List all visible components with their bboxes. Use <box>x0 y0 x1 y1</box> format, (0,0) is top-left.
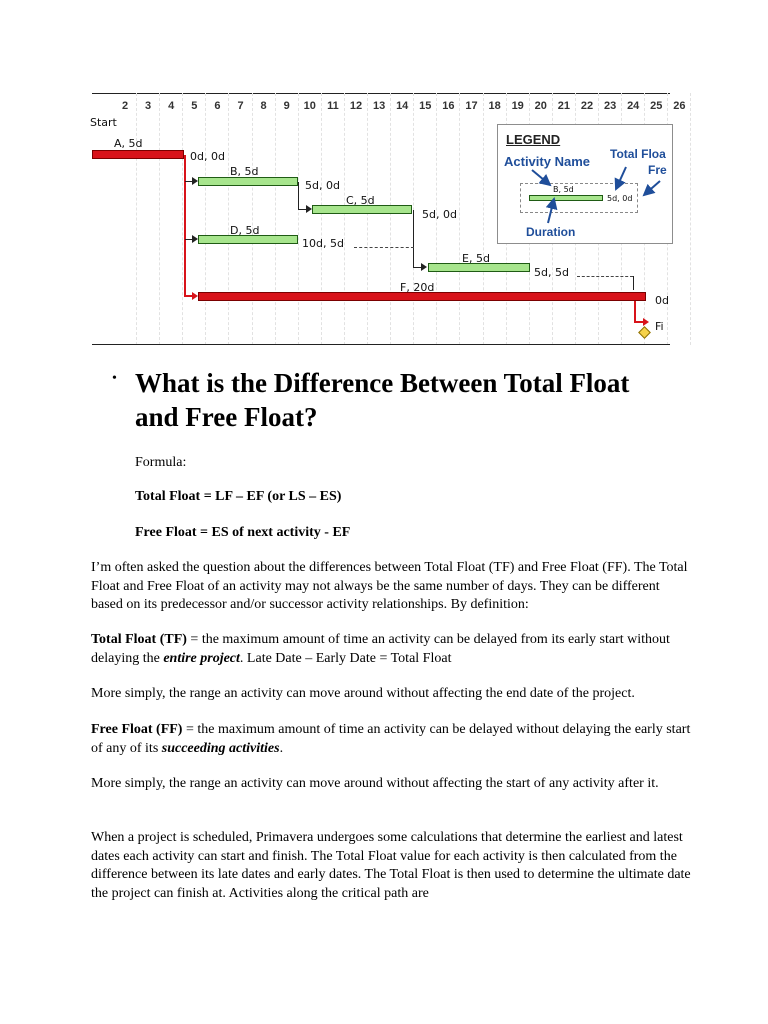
day-gridline <box>298 93 299 345</box>
day-gridline <box>228 93 229 345</box>
activity-c-float: 5d, 0d <box>422 208 457 221</box>
day-gridline <box>252 93 253 345</box>
figure-bottom-rule <box>92 344 670 345</box>
day-label: 22 <box>580 100 594 112</box>
activity-e-label: E, 5d <box>462 252 490 265</box>
closing-paragraph: When a project is scheduled, Primavera undergoes some calculations that determine the earliest and latest dates each activity can start and finish. The Total Float value for each activity is then calculated from the difference between its late dates and early dates. The Total Float is then used to determine the ultimate date the project can finish at. Activities along the critical path are <box>91 830 691 901</box>
day-label: 8 <box>260 100 267 112</box>
day-label: 9 <box>283 100 290 112</box>
free-float-emphasis: succeeding activities <box>161 740 280 756</box>
day-label: 23 <box>603 100 617 112</box>
total-float-emphasis: entire project <box>163 650 240 666</box>
day-label: 4 <box>168 100 175 112</box>
formula-free-float: Free Float = ES of next activity - EF <box>135 525 351 540</box>
day-label: 17 <box>465 100 478 112</box>
free-float-definition <box>91 721 691 758</box>
day-gridline <box>275 93 276 345</box>
legend-activity-name: Activity Name <box>504 154 590 169</box>
day-label: 18 <box>488 100 501 112</box>
day-gridline <box>483 93 484 345</box>
activity-a-float: 0d, 0d <box>190 150 225 163</box>
intro-paragraph: I’m often asked the question about the differences between Total Float (TF) and Free Float (FF). The Total Float and Free Float of an activity may not always be the same number of days. They can be different based on its predecessor and/or successor activity relationships. By definition: <box>91 560 688 612</box>
legend-sample-name: B, 5d <box>553 185 574 194</box>
float-line-e <box>577 276 633 277</box>
activity-a-label: A, 5d <box>114 137 143 150</box>
total-float-text-2: . Late Date – Early Date = Total Float <box>239 650 452 666</box>
day-gridline <box>367 93 368 345</box>
day-gridline <box>690 93 691 345</box>
day-label: 12 <box>349 100 363 112</box>
finish-milestone-icon <box>638 326 651 339</box>
legend-duration: Duration <box>526 225 576 239</box>
gantt-chart-figure <box>90 93 686 345</box>
day-label: 13 <box>372 100 386 112</box>
legend-title: LEGEND <box>506 132 561 147</box>
day-label: 16 <box>442 100 455 112</box>
day-label: 24 <box>627 100 640 112</box>
gantt-legend <box>497 124 673 244</box>
total-float-definition <box>91 631 691 668</box>
start-label: Start <box>90 116 117 129</box>
activity-d-float: 10d, 5d <box>302 237 344 250</box>
float-line-e-drop <box>633 276 634 290</box>
activity-c-label: C, 5d <box>346 194 375 207</box>
day-label: 2 <box>121 100 129 112</box>
formula-label: Formula: <box>135 455 187 470</box>
day-gridline <box>159 93 160 345</box>
arrow-to-e <box>421 263 427 271</box>
day-gridline <box>459 93 460 345</box>
formula-total-float: Total Float = LF – EF (or LS – ES) <box>135 489 342 504</box>
activity-f-float: 0d <box>655 294 669 307</box>
day-gridline <box>321 93 322 345</box>
day-label: 3 <box>145 100 152 112</box>
activity-b-float: 5d, 0d <box>305 179 340 192</box>
day-gridline <box>136 93 137 345</box>
link-a-f <box>184 155 186 297</box>
day-label: 11 <box>327 100 339 112</box>
total-float-text-1: = the maximum amount of time an activity can be delayed from its early start without delaying the <box>91 632 670 666</box>
link-f-finish-h <box>635 321 643 323</box>
day-label: 21 <box>557 100 571 112</box>
free-float-text-1: = the maximum amount of time an activity can be delayed without delaying the early start of any of its <box>91 722 691 756</box>
activity-d-label: D, 5d <box>230 224 260 237</box>
free-float-text-2: . <box>279 740 284 756</box>
day-label: 20 <box>534 100 547 112</box>
legend-sample-float: 5d, 0d <box>607 194 633 203</box>
day-gridline <box>344 93 345 345</box>
section-heading: What is the Difference Between Total Float and Free Float? <box>135 368 630 432</box>
day-gridline <box>390 93 391 345</box>
heading-bullet: • <box>112 371 117 386</box>
day-label: 25 <box>650 100 663 112</box>
day-gridline <box>205 93 206 345</box>
free-float-term: Free Float (FF) <box>91 722 183 737</box>
bar-activity-a <box>92 150 184 159</box>
day-label: 14 <box>396 100 409 112</box>
bar-activity-b <box>198 177 298 186</box>
day-label: 15 <box>419 100 432 112</box>
day-label: 6 <box>214 100 221 112</box>
activity-f-label: F, 20d <box>400 281 435 294</box>
legend-arrows-icon <box>498 125 674 245</box>
activity-b-label: B, 5d <box>230 165 259 178</box>
day-label: 7 <box>237 100 244 112</box>
day-label: 10 <box>303 100 316 112</box>
link-c-e <box>413 210 414 268</box>
link-f-finish <box>634 301 636 323</box>
free-float-simple: More simply, the range an activity can move around without affecting the start of any activity after it. <box>91 776 659 791</box>
link-b-c <box>298 182 299 210</box>
finish-label: Fi <box>655 320 664 333</box>
total-float-term: Total Float (TF) <box>91 632 187 647</box>
legend-free-float: Fre <box>648 163 667 177</box>
float-line-d <box>354 247 414 248</box>
legend-total-float: Total Floa <box>610 147 666 161</box>
day-label: 5 <box>191 100 198 112</box>
figure-top-rule <box>92 93 670 94</box>
day-label: 26 <box>673 100 686 112</box>
activity-e-float: 5d, 5d <box>534 266 569 279</box>
day-label: 19 <box>511 100 524 112</box>
total-float-simple: More simply, the range an activity can move around without affecting the end date of the project. <box>91 686 635 701</box>
